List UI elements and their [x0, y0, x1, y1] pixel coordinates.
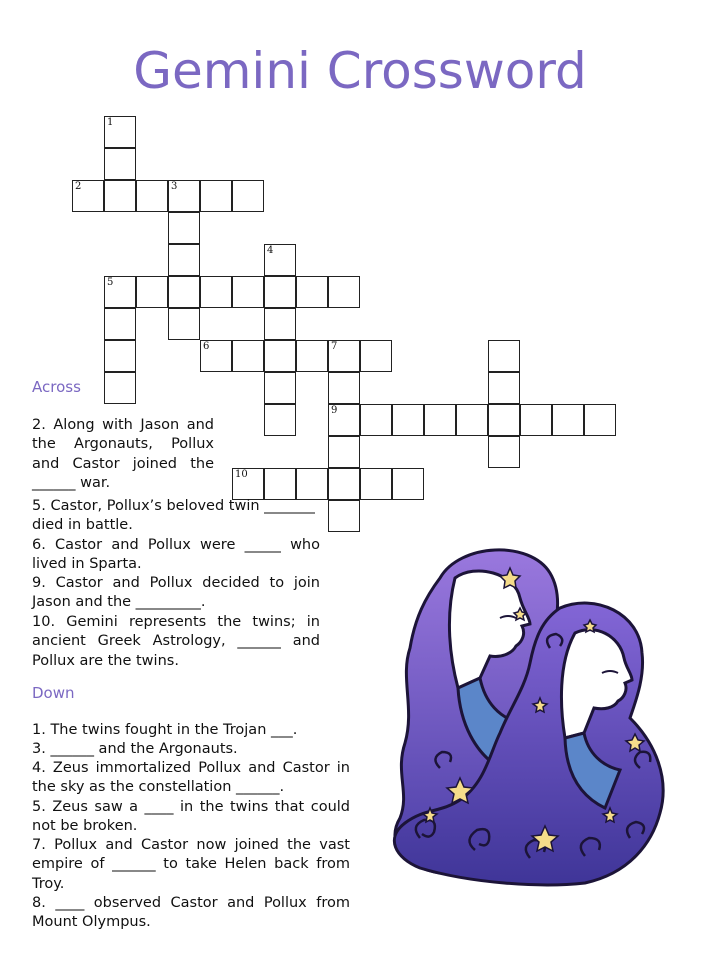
crossword-cell[interactable] [104, 116, 136, 148]
crossword-cell[interactable] [72, 180, 104, 212]
crossword-cell[interactable] [328, 500, 360, 532]
across-clue-10: 10. Gemini represents the twins; in ancient Greek Astrology, ______ and Pollux are the twins. [32, 614, 320, 669]
crossword-cell[interactable] [232, 276, 264, 308]
crossword-cell[interactable] [328, 468, 360, 500]
crossword-cell[interactable] [168, 276, 200, 308]
crossword-cell[interactable] [328, 276, 360, 308]
clue-number: 4 [267, 245, 274, 256]
crossword-cell[interactable] [200, 340, 232, 372]
crossword-cell[interactable] [232, 468, 264, 500]
crossword-cell[interactable] [168, 308, 200, 340]
crossword-cell[interactable] [264, 308, 296, 340]
crossword-cell[interactable] [552, 404, 584, 436]
down-clue-3: 3. ______ and the Argonauts. [32, 741, 238, 757]
crossword-cell[interactable] [104, 276, 136, 308]
crossword-cell[interactable] [488, 372, 520, 404]
down-heading: Down [32, 684, 75, 702]
crossword-cell[interactable] [104, 308, 136, 340]
clue-number: 7 [331, 341, 338, 352]
crossword-cell[interactable] [104, 340, 136, 372]
across-clue-6: 6. Castor and Pollux were _____ who lived in Sparta. [32, 537, 320, 573]
crossword-cell[interactable] [232, 180, 264, 212]
clue-number: 6 [203, 341, 210, 352]
crossword-cell[interactable] [488, 404, 520, 436]
across-clue-2: 2. Along with Jason and the Argonauts, Pollux and Castor joined the ______ war. [32, 417, 214, 492]
crossword-cell[interactable] [360, 340, 392, 372]
clue-number: 10 [235, 469, 248, 480]
crossword-cell[interactable] [200, 180, 232, 212]
crossword-cell[interactable] [264, 468, 296, 500]
across-clue-9: 9. Castor and Pollux decided to join Jason and the _________. [32, 575, 320, 611]
down-clue-1: 1. The twins fought in the Trojan ___. [32, 722, 298, 738]
crossword-cell[interactable] [168, 180, 200, 212]
across-clue-5: 5. Castor, Pollux’s beloved twin _______ died in battle. [32, 498, 315, 534]
crossword-cell[interactable] [136, 180, 168, 212]
crossword-cell[interactable] [488, 340, 520, 372]
crossword-cell[interactable] [168, 212, 200, 244]
clue-number: 9 [331, 405, 338, 416]
crossword-cell[interactable] [360, 468, 392, 500]
gemini-twins-illustration [380, 538, 700, 890]
crossword-cell[interactable] [296, 468, 328, 500]
crossword-cell[interactable] [520, 404, 552, 436]
crossword-cell[interactable] [104, 148, 136, 180]
clue-number: 3 [171, 181, 178, 192]
crossword-cell[interactable] [424, 404, 456, 436]
crossword-cell[interactable] [360, 404, 392, 436]
crossword-cell[interactable] [264, 244, 296, 276]
down-clue-8: 8. ____ observed Castor and Pollux from Mount Olympus. [32, 895, 350, 931]
crossword-cell[interactable] [136, 276, 168, 308]
clue-number: 1 [107, 117, 114, 128]
crossword-cell[interactable] [328, 436, 360, 468]
crossword-cell[interactable] [200, 276, 232, 308]
crossword-cell[interactable] [328, 372, 360, 404]
crossword-cell[interactable] [296, 276, 328, 308]
crossword-cell[interactable] [264, 372, 296, 404]
crossword-cell[interactable] [168, 244, 200, 276]
crossword-cell[interactable] [264, 276, 296, 308]
crossword-cell[interactable] [584, 404, 616, 436]
crossword-cell[interactable] [392, 468, 424, 500]
down-clue-4: 4. Zeus immortalized Pollux and Castor in the sky as the constellation ______. [32, 760, 350, 796]
page-title: Gemini Crossword [133, 41, 587, 100]
crossword-cell[interactable] [328, 404, 360, 436]
crossword-cell[interactable] [488, 436, 520, 468]
crossword-cell[interactable] [456, 404, 488, 436]
crossword-cell[interactable] [104, 372, 136, 404]
clue-number: 2 [75, 181, 82, 192]
crossword-cell[interactable] [328, 340, 360, 372]
down-clue-7: 7. Pollux and Castor now joined the vast empire of ______ to take Helen back from Troy. [32, 837, 350, 892]
crossword-cell[interactable] [264, 404, 296, 436]
crossword-cell[interactable] [392, 404, 424, 436]
crossword-cell[interactable] [264, 340, 296, 372]
crossword-cell[interactable] [296, 340, 328, 372]
across-heading: Across [32, 378, 81, 396]
crossword-cell[interactable] [232, 340, 264, 372]
crossword-cell[interactable] [104, 180, 136, 212]
down-clue-5: 5. Zeus saw a ____ in the twins that could not be broken. [32, 799, 350, 835]
clue-number: 5 [107, 277, 114, 288]
